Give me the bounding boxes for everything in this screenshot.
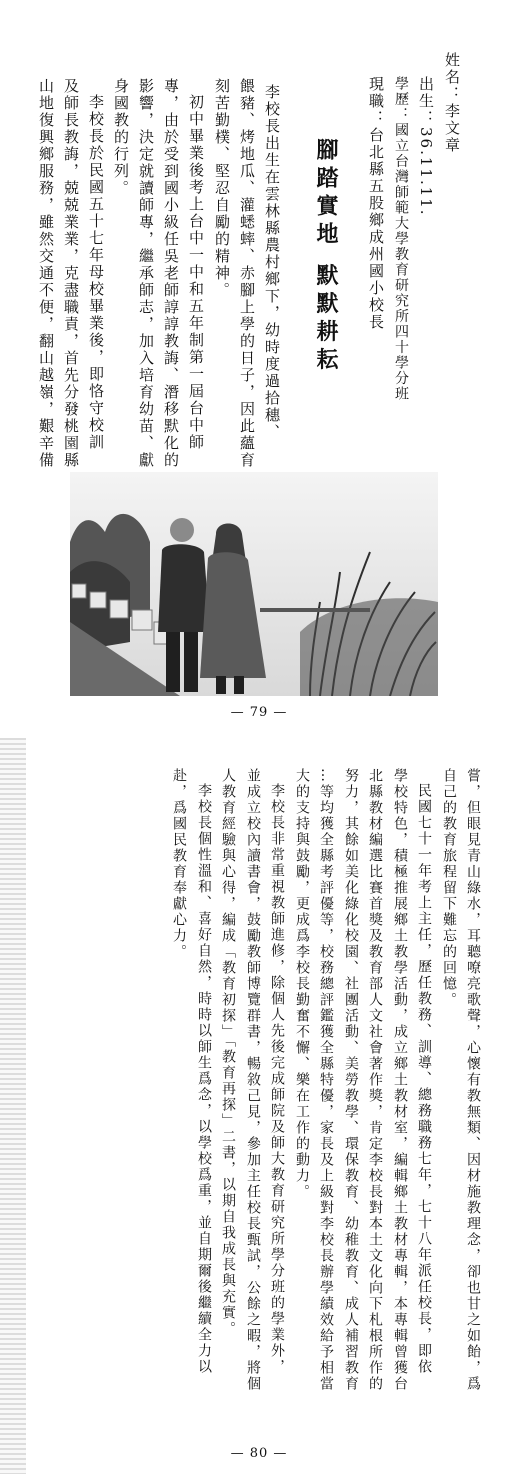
text-column: 餵豬、烤地瓜、灌蟋蟀、赤腳上學的日子，因此蘊育 — [238, 78, 256, 469]
page-80 — [0, 738, 518, 1474]
text-column: 身國教的行列。 — [112, 78, 130, 197]
info-name: 姓名：李文章 — [443, 52, 461, 154]
text-column: 學校特色，積極推展鄉土教學活動，成立鄉土教材室，編輯鄉土教材專輯，本專輯曾獲台 — [392, 768, 408, 1392]
text-column: 自己的教育旅程留下難忘的回憶。 — [441, 768, 457, 1008]
text-column: 北縣教材編選比賽首獎及教育部人文社會著作獎，肯定李校長對本土文化向下札根所作的 — [367, 768, 383, 1392]
text-column: 山地復興鄉服務，雖然交通不便，翻山越嶺，艱辛備 — [37, 78, 55, 469]
text-column: 民國七十一年考上主任，歷任教務、訓導、總務職務七年，七十八年派任校長，即依 — [416, 783, 432, 1375]
text-column: 刻苦勤樸、堅忍自勵的精神。 — [213, 78, 231, 299]
page-79 — [0, 0, 518, 720]
page-number-79: — 79 — — [230, 705, 288, 720]
text-column: 赴，爲國民教育奉獻心力。 — [171, 768, 187, 960]
portrait-photo — [70, 472, 438, 696]
text-column: …等均獲全縣考評優等，校務總評鑑獲全縣特優，家長及上級對李校長辦學績效給予相當 — [318, 768, 334, 1392]
text-column: 並成立校內讀書會，鼓勵教師博覽群書，暢敘己見，參加主任校長甄試，公餘之暇，將個 — [245, 768, 261, 1392]
article-title: 腳踏實地 默默耕耘 — [313, 138, 339, 376]
info-birth: 出生：36.11.11. — [417, 76, 435, 217]
text-column: 影響，決定就讀師專，繼承師志，加入培育幼苗、獻 — [137, 78, 155, 469]
text-column: 初中畢業後考上台中一中和五年制第一屆台中師 — [187, 94, 205, 451]
page1-body — [34, 78, 282, 469]
text-column: 大的支持與鼓勵，更成爲李校長勤奮不懈、樂在工作的動力。 — [294, 768, 310, 1200]
text-column: 努力，其餘如美化綠化校園、社團活動、美勞教學、環保教育、幼稚教育、成人補習教育 — [343, 768, 359, 1392]
text-column: 李校長非常重視教師進修，除個人先後完成師院及師大教育研究所學分班的學業外， — [269, 783, 285, 1375]
info-position: 現職：台北縣五股鄉成州國小校長 — [367, 76, 385, 331]
text-column: 及師長教誨，兢兢業業，克盡職責，首先分發桃園縣 — [62, 78, 80, 469]
photo-illustration — [70, 472, 438, 696]
info-education: 學歷：國立台灣師範大學教育研究所四十學分班 — [393, 76, 409, 402]
text-column: 李校長出生在雲林縣農村鄉下，幼時度過拾穗、 — [263, 84, 281, 441]
text-column: 李校長個性溫和、喜好自然，時時以師生爲念，以學校爲重，並自期爾後繼續全力以 — [196, 783, 212, 1375]
text-column: 人教育經驗與心得，編成「教育初探」「教育再探」二書，以期自我成長與充實。 — [220, 768, 236, 1337]
text-column: 嘗，但眼見青山綠水，耳聽嘹亮歌聲，心懷有教無類、因材施教理念，卻也甘之如飴，爲 — [465, 768, 481, 1392]
text-column: 專，由於受到國小級任吳老師諄諄教誨、潛移默化的 — [162, 78, 180, 469]
page2-body — [152, 768, 492, 1408]
page-number-80: — 80 — — [230, 1446, 288, 1461]
text-column: 李校長於民國五十七年母校畢業後，即恪守校訓 — [87, 94, 105, 451]
